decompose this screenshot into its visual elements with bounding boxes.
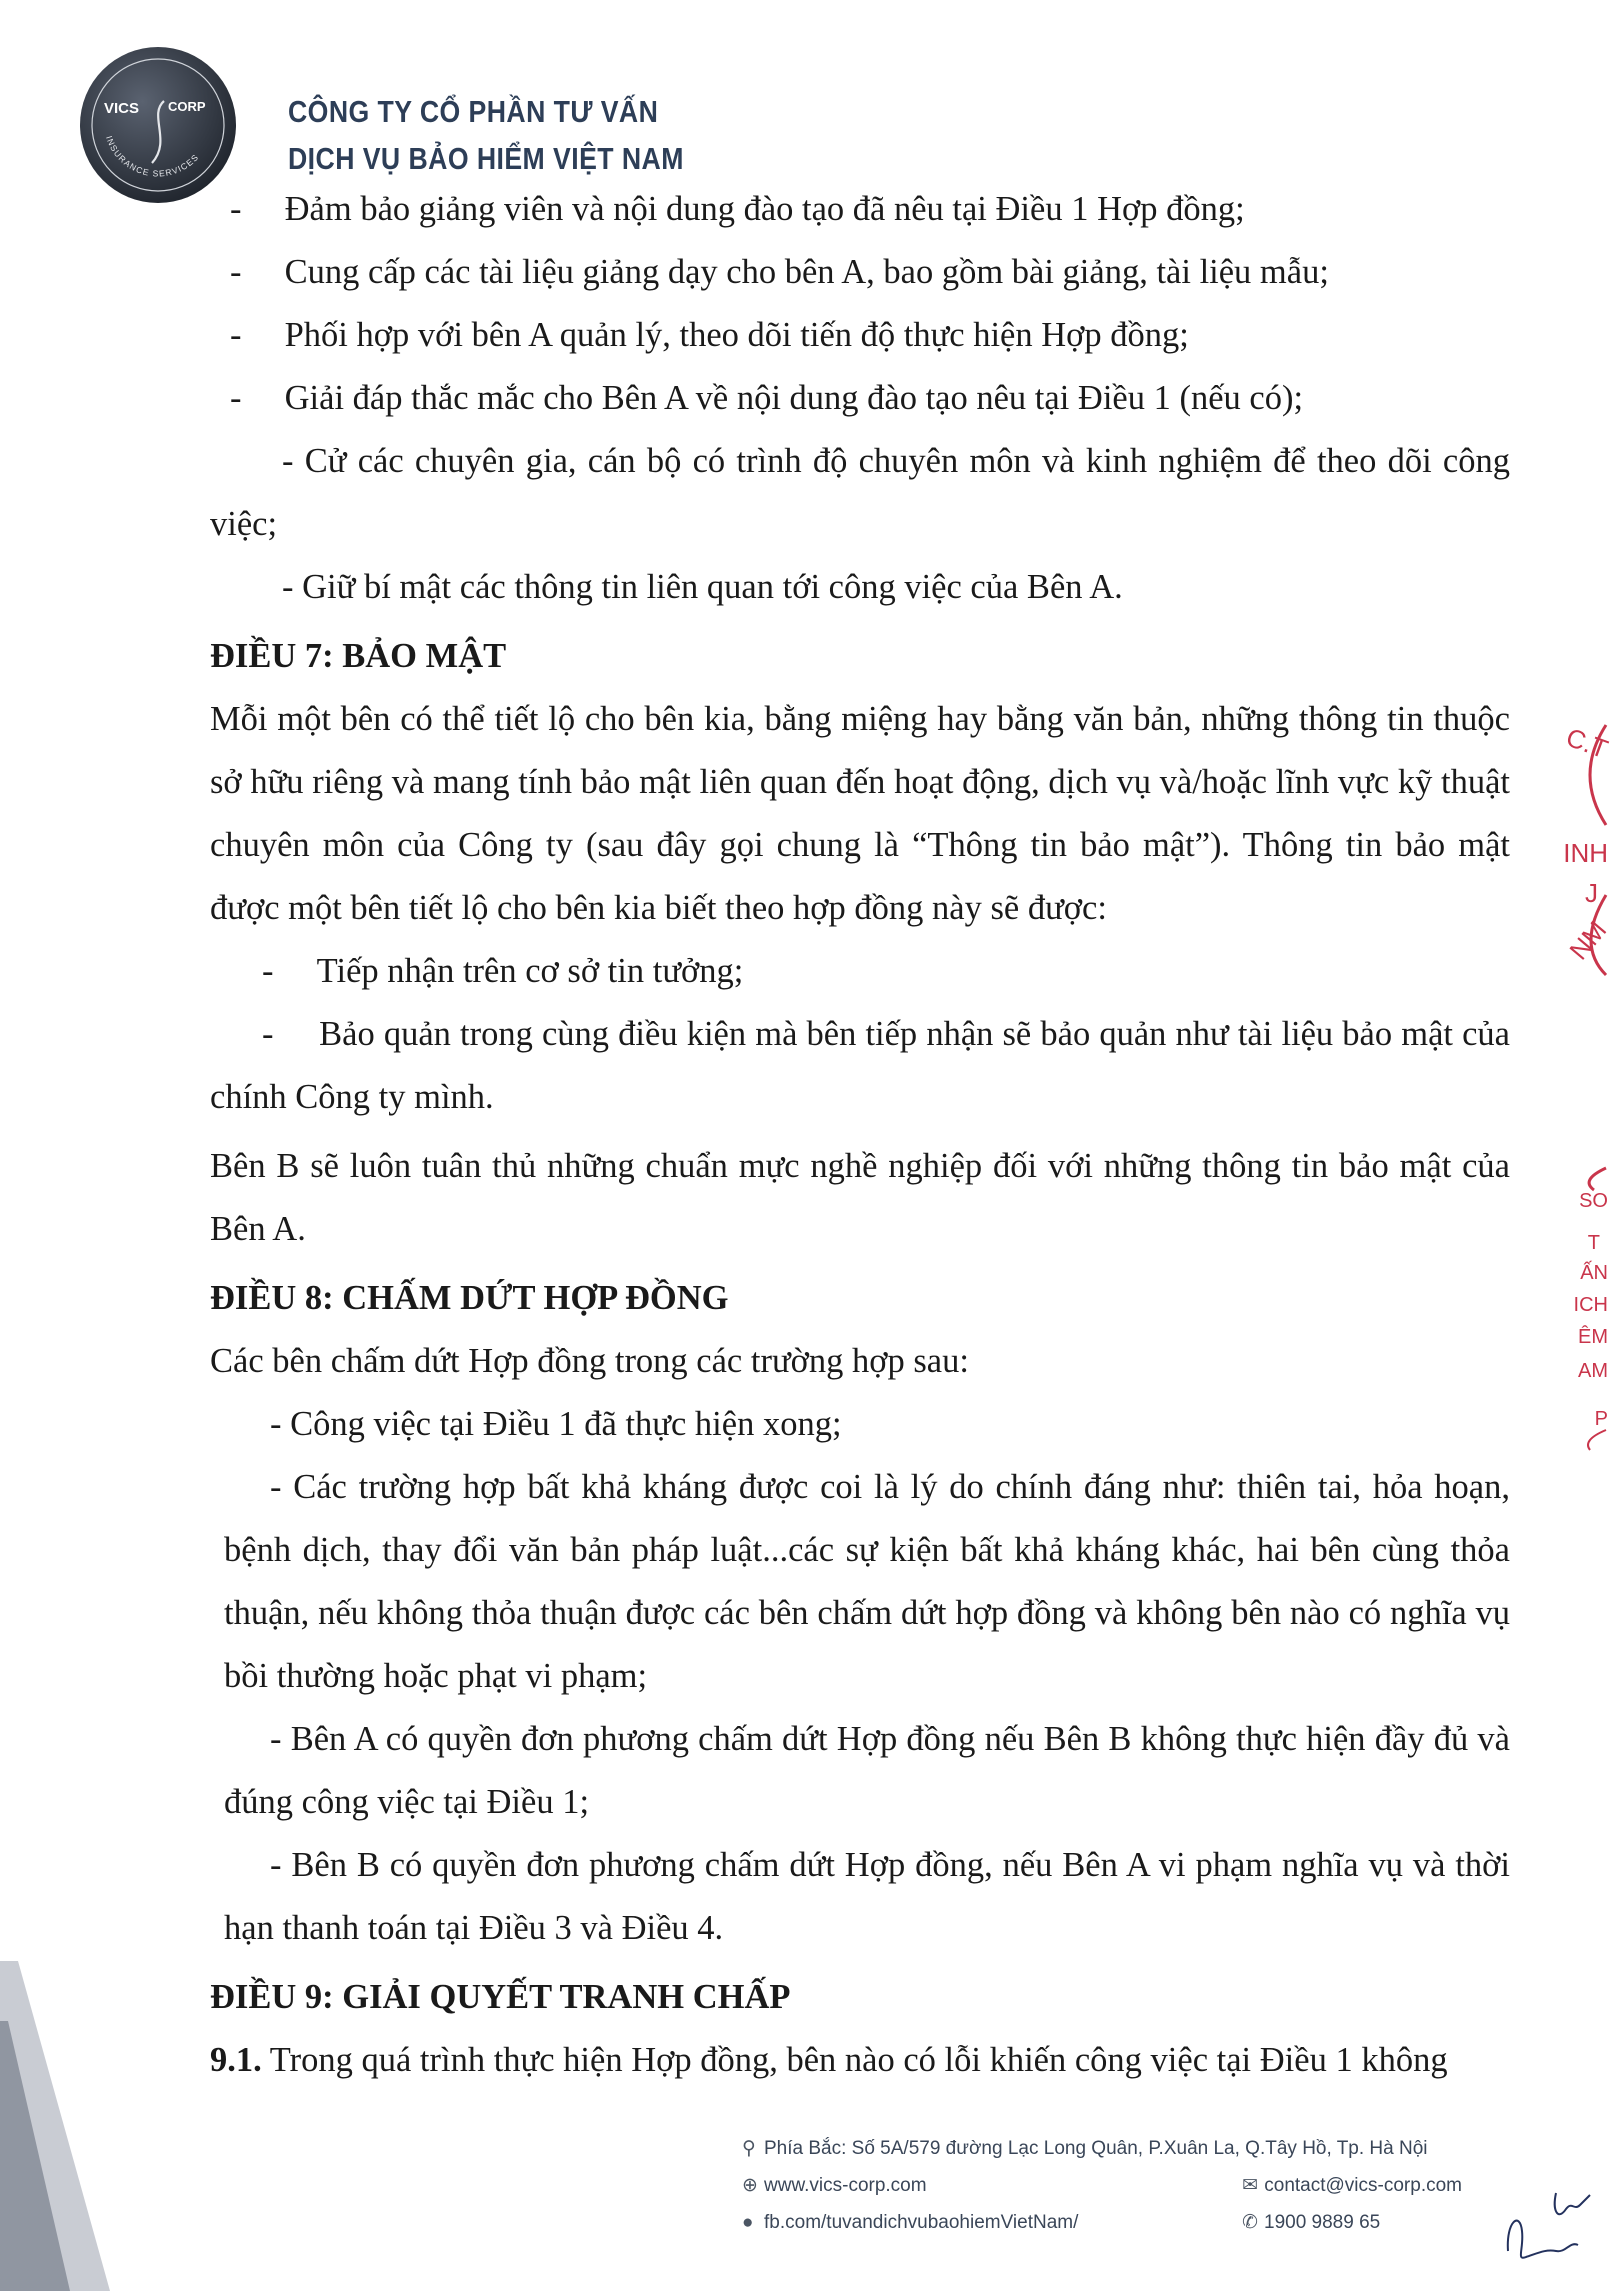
stamp-text: C.T (1562, 721, 1613, 765)
handwritten-initial (1486, 2181, 1596, 2271)
company-name-line2: DỊCH VỤ BẢO HIỂM VIỆT NAM (288, 141, 684, 176)
logo-text-vics: VICS (104, 100, 140, 117)
obligation-item: - Giải đáp thắc mắc cho Bên A về nội dung đào tạo nêu tại Điều 1 (nếu có); (230, 379, 1304, 417)
stamp-text: P (1594, 1408, 1608, 1430)
mail-icon: ✉ (1242, 2175, 1259, 2196)
stamp-arc-bottom (1566, 1160, 1606, 1460)
corner-decoration (0, 1961, 110, 2291)
stamp-text: T (1587, 1232, 1600, 1254)
obligation-item: - Cung cấp các tài liệu giảng dạy cho bên A, bao gồm bài giảng, tài liệu mẫu; (230, 253, 1329, 291)
document-body (210, 178, 1510, 2092)
article-8-item: - Các trường hợp bất khả kháng được coi là lý do chính đáng như: thiên tai, hỏa hoạn, bệnh dịch, thay đổi văn bản pháp luật...các sự kiện bất khả kháng khác, hai bên cùng thỏa thuận, nếu không thỏa thuận được các bên chấm dứt hợp đồng và không bên nào có nghĩa vụ bồi thường hoặc phạt vi phạm; (224, 1468, 1510, 1695)
globe-icon: ⊕ (742, 2175, 758, 2196)
stamp-text: ẤN (1580, 1262, 1608, 1284)
location-pin-icon: ⚲ (742, 2138, 756, 2159)
article-7-bullet: - Bảo quản trong cùng điều kiện mà bên tiếp nhận sẽ bảo quản như tài liệu bảo mật của chính Công ty mình. (210, 1015, 1510, 1116)
article-8-item: - Bên B có quyền đơn phương chấm dứt Hợp đồng, nếu Bên A vi phạm nghĩa vụ và thời hạn thanh toán tại Điều 3 và Điều 4. (224, 1846, 1510, 1947)
article-8-intro: Các bên chấm dứt Hợp đồng trong các trường hợp sau: (210, 1342, 969, 1380)
article-8-item: - Bên A có quyền đơn phương chấm dứt Hợp đồng nếu Bên B không thực hiện đầy đủ và đúng công việc tại Điều 1; (224, 1720, 1510, 1821)
company-name-line1: CÔNG TY CỔ PHẦN TƯ VẤN (288, 94, 659, 129)
article-7-paragraph: Bên B sẽ luôn tuân thủ những chuẩn mực nghề nghiệp đối với những thông tin bảo mật của Bên A. (210, 1147, 1510, 1248)
logo-ring-text: INSURANCE SERVICES (104, 134, 201, 179)
article-7-bullet: - Tiếp nhận trên cơ sở tin tưởng; (262, 952, 744, 990)
footer-facebook: ● fb.com/tuvandichvubaohiemVietNam/ (742, 2204, 1078, 2241)
facebook-icon: ● (742, 2212, 754, 2233)
stamp-text: J (1585, 878, 1598, 908)
footer-phone: ✆ 1900 9889 65 (1242, 2204, 1462, 2241)
obligation-item: - Giữ bí mật các thông tin liên quan tới công việc của Bên A. (282, 568, 1123, 606)
page-footer (742, 2130, 1462, 2241)
stamp-text: AM (1578, 1360, 1608, 1382)
article-7-paragraph: Mỗi một bên có thể tiết lộ cho bên kia, bằng miệng hay bằng văn bản, những thông tin thuộc sở hữu riêng và mang tính bảo mật liên quan đến hoạt động, dịch vụ và/hoặc lĩnh vực kỹ thuật chuyên môn của Công ty (sau đây gọi chung là “Thông tin bảo mật”). Thông tin bảo mật được một bên tiết lộ cho bên kia biết theo hợp đồng này sẽ được: (210, 700, 1510, 927)
phone-icon: ✆ (1242, 2212, 1258, 2233)
article-9-paragraph: 9.1. Trong quá trình thực hiện Hợp đồng, bên nào có lỗi khiến công việc tại Điều 1 không (210, 2041, 1448, 2079)
article-9-number: 9.1. (210, 2041, 262, 2079)
stamp-text: NM (1562, 915, 1612, 966)
logo-text-corp: CORP (168, 99, 206, 114)
stamp-text: SO (1579, 1190, 1608, 1212)
footer-email: ✉ contact@vics-corp.com (1242, 2167, 1462, 2204)
article-8-item: - Công việc tại Điều 1 đã thực hiện xong; (270, 1405, 842, 1443)
stamp-text: ÊM (1578, 1326, 1608, 1348)
article-7-title: ĐIỀU 7: BẢO MẬT (210, 637, 507, 675)
article-9-title: ĐIỀU 9: GIẢI QUYẾT TRANH CHẤP (210, 1978, 791, 2016)
stamp-text: ICH (1573, 1294, 1608, 1316)
footer-website: ⊕ www.vics-corp.com (742, 2167, 927, 2204)
obligation-item: - Cử các chuyên gia, cán bộ có trình độ chuyên môn và kinh nghiệm để theo dõi công việc; (210, 442, 1510, 543)
company-name (288, 88, 684, 182)
obligation-item: - Phối hợp với bên A quản lý, theo dõi tiến độ thực hiện Hợp đồng; (230, 316, 1189, 354)
article-8-title: ĐIỀU 8: CHẤM DỨT HỢP ĐỒNG (210, 1279, 729, 1317)
footer-address: ⚲ Phía Bắc: Số 5A/579 đường Lạc Long Quân, P.Xuân La, Q.Tây Hồ, Tp. Hà Nội (742, 2130, 1462, 2167)
obligation-item: - Đảm bảo giảng viên và nội dung đào tạo đã nêu tại Điều 1 Hợp đồng; (230, 190, 1245, 228)
stamp-text: INH (1563, 838, 1608, 868)
